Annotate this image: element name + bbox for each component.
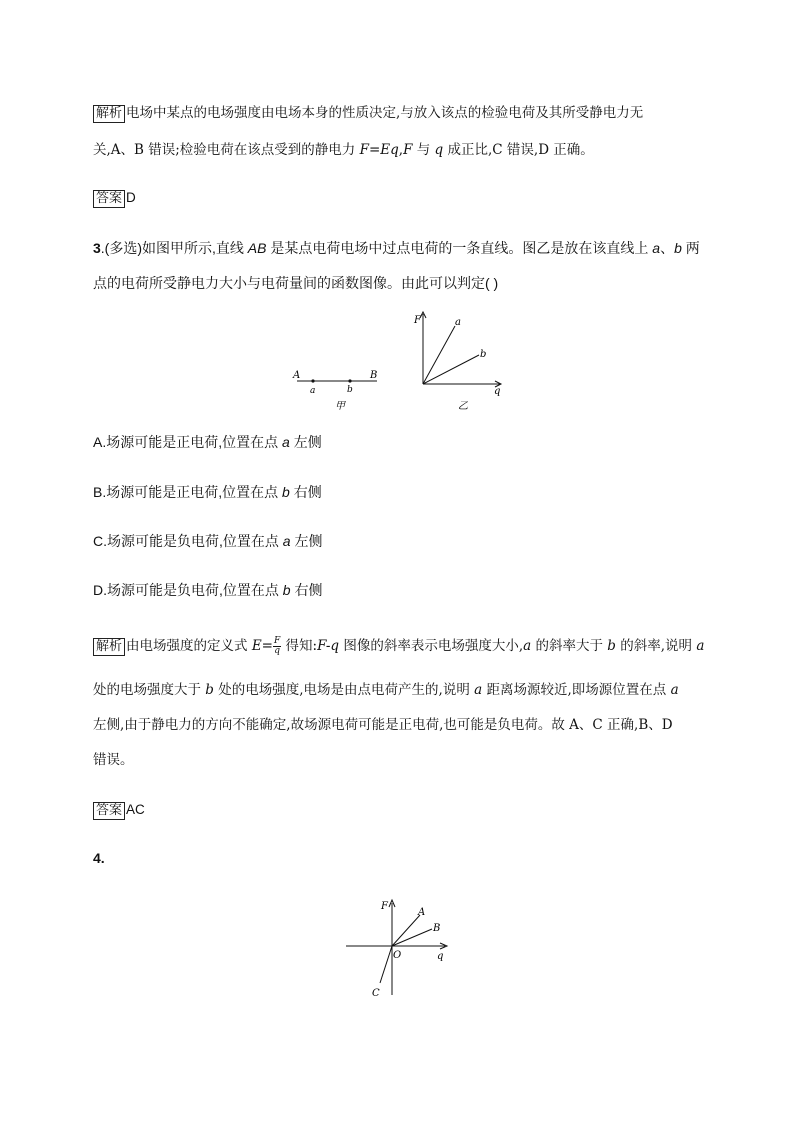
q3-analysis-line4: 错误。 — [93, 752, 134, 768]
q3-stem-line2: 点的电荷所受静电力大小与电荷量间的函数图像。由此可以判定( ) — [93, 275, 499, 291]
origin-label: O — [393, 950, 402, 961]
q2-answer — [93, 188, 136, 208]
option-b[interactable]: B.场源可能是正电荷,位置在点 b 右侧 — [93, 484, 322, 500]
axis-F-label: F — [381, 901, 388, 912]
axis-F-label: F — [414, 315, 421, 326]
axis-q-label: q — [437, 951, 444, 962]
figure-yi — [405, 310, 510, 415]
analysis-tag: 解析 — [93, 105, 125, 123]
line-a-label: a — [455, 317, 461, 328]
line-b-label: b — [480, 349, 487, 360]
line-B-label: B — [433, 923, 441, 934]
q3-analysis-line3: 左侧,由于静电力的方向不能确定,故场源电荷可能是正电荷,也可能是负电荷。故 A、C 正确,B、D — [93, 717, 673, 733]
label-A: A — [293, 370, 301, 381]
line-B — [392, 929, 432, 946]
q2-analysis-line2: 关,A、B 错误;检验电荷在该点受到的静电力 F=Eq,F 与 q 成正比,C 错误,D 正确。 — [93, 142, 594, 158]
q3-analysis-line1: 解析 由电场强度的定义式 E= $\frac{F}{q}$ 得知:F-q 图像的斜率表示电场强度大小,a 的斜率大于 b 的斜率,说明 a — [93, 636, 704, 656]
q2-analysis-line1: 解析 电场中某点的电场强度由电场本身的性质决定,与放入该点的检验电荷及其所受静电力无 — [93, 103, 643, 123]
question-number: 3 — [93, 240, 101, 256]
option-a[interactable]: A.场源可能是正电荷,位置在点 a 左侧 — [93, 434, 322, 450]
q4-number: 4. — [93, 850, 105, 866]
caption-jia: 甲 — [335, 401, 345, 412]
label-b: b — [347, 385, 353, 395]
label-a: a — [310, 386, 316, 396]
label-B: B — [370, 370, 378, 381]
line-A-label: A — [418, 907, 426, 918]
fraction-f-over-q: $\frac{F}{q}$ — [273, 636, 281, 656]
answer-tag: 答案 — [93, 190, 125, 208]
line-C — [380, 946, 392, 983]
q3-answer — [93, 800, 145, 820]
point-a-dot — [311, 379, 314, 382]
line-C-label: C — [372, 988, 380, 999]
answer-tag: 答案 — [93, 802, 125, 820]
figure-jia — [285, 365, 385, 415]
q3-analysis-line2: 处的电场强度大于 b 处的电场强度,电场是由点电荷产生的,说明 a 距离场源较近,即场源位置在点 a — [93, 682, 679, 698]
figure-q4 — [340, 895, 455, 1003]
answer-value: AC — [126, 802, 145, 817]
point-b-dot — [348, 379, 351, 382]
axis-q-label: q — [494, 386, 501, 397]
caption-yi: 乙 — [458, 401, 468, 412]
option-d[interactable]: D.场源可能是负电荷,位置在点 b 右侧 — [93, 582, 323, 598]
analysis-tag: 解析 — [93, 638, 125, 656]
line-A — [392, 915, 420, 946]
option-c[interactable]: C.场源可能是负电荷,位置在点 a 左侧 — [93, 533, 323, 549]
answer-value: D — [126, 190, 136, 205]
q3-stem-line1: 3.(多选)如图甲所示,直线 AB 是某点电荷电场中过点电荷的一条直线。图乙是放在该直线上 a、b 两 — [93, 240, 700, 256]
